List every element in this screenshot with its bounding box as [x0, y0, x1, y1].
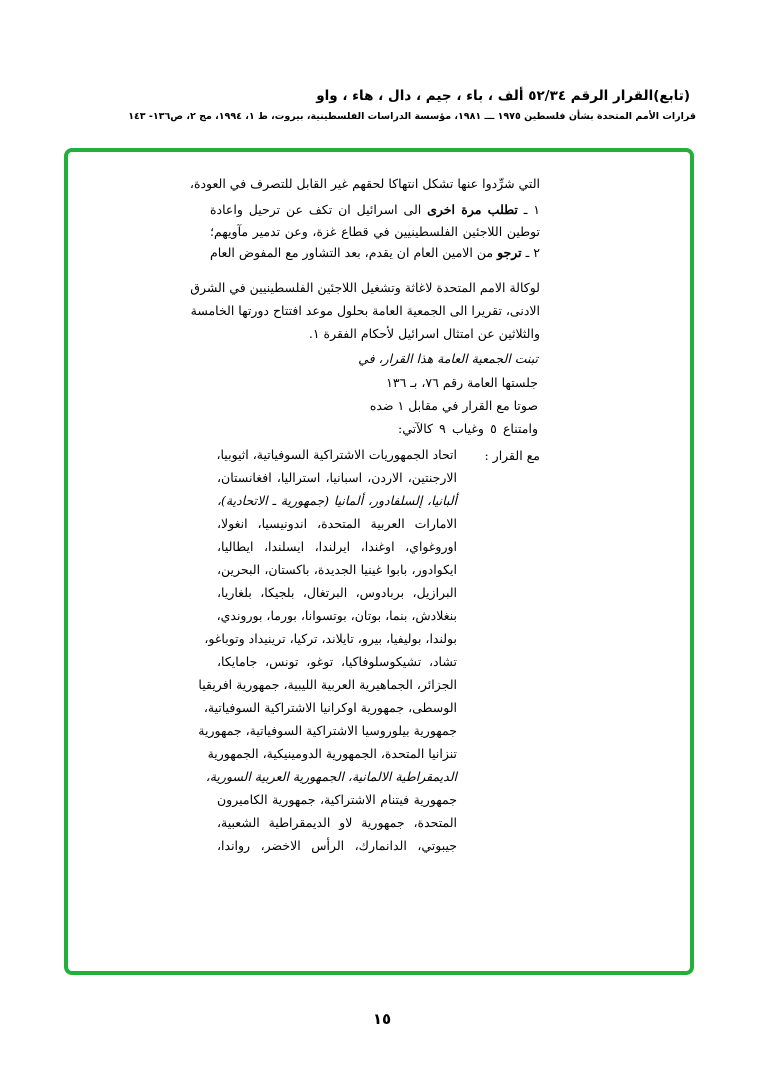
- paragraph-line: توطين اللاجئين الفلسطينيين في قطاع غزة، وعن تدمير مآويهم؛: [210, 224, 540, 239]
- country-list-line: الديمقراطية الالمانية، الجمهورية العربية السورية،: [205, 769, 457, 784]
- country-list-line: البرازيل، بربادوس، البرتغال، بلجيكا، بلغاريا،: [217, 585, 457, 600]
- item-number: ٢ ـ: [525, 245, 540, 260]
- operative-verb: تطلب مرة اخرى: [427, 202, 518, 217]
- country-list-line: اتحاد الجمهوريات الاشتراكية السوفياتية، اثيوبيا،: [216, 447, 457, 462]
- paragraph-line: لوكالة الامم المتحدة لاغاثة وتشغيل اللاجئين الفلسطينيين في الشرق: [190, 280, 540, 295]
- paragraph-line: الادنى، تقريرا الى الجمعية العامة بحلول موعد افتتاح دورتها الخامسة: [190, 303, 540, 318]
- page-number: ١٥: [372, 1010, 392, 1028]
- country-list-line: جمهورية فيتنام الاشتراكية، جمهورية الكاميرون: [217, 792, 457, 807]
- item-text: من الامين العام ان يقدم، بعد التشاور مع المفوض العام: [210, 245, 494, 260]
- country-list-line: ايكوادور، بابوا غينيا الجديدة، باكستان، البحرين،: [217, 562, 457, 577]
- operative-paragraph-1: [210, 201, 540, 219]
- country-list-line: تشاد، تشيكوسلوفاكيا، توغو، تونس، جامايكا،: [217, 654, 457, 669]
- country-list-line: بولندا، بوليفيا، بيرو، تايلاند، تركيا، ترينيداد وتوباغو،: [204, 631, 457, 646]
- operative-paragraph-2: [210, 244, 540, 262]
- page-title: (تابع)القرار الرقم ٥٢/٣٤ ألف ، باء ، جيم ، دال ، هاء ، واو: [316, 88, 690, 104]
- source-citation: قرارات الأمم المتحدة بشأن فلسطين ١٩٧٥ ـــ ١٩٨١، مؤسسة الدراسات الفلسطينية، بيروت، ط ١، ١٩٩٤، مج ٢، ص١٣٦- ١٤٣: [128, 111, 696, 122]
- paragraph-line: والثلاثين عن امتثال اسرائيل لأحكام الفقرة ١.: [308, 326, 540, 341]
- vote-line: جلستها العامة رقم ٧٦، بـ ١٣٦: [386, 375, 538, 390]
- country-list-line: اوروغواي، اوغندا، ايرلندا، ايسلندا، ايطاليا،: [217, 539, 457, 554]
- vote-line: صوتا مع القرار في مقابل ١ ضده: [369, 398, 538, 413]
- country-list-line: تنزانيا المتحدة، الجمهورية الدومينيكية، الجمهورية: [207, 746, 457, 761]
- item-number: ١ ـ: [523, 202, 540, 217]
- country-list-line: بنغلادش، بنما، بوتان، بوتسوانا، بورما، بوروندي،: [216, 608, 457, 623]
- country-list-line: الامارات العربية المتحدة، اندونيسيا، انغولا،: [217, 516, 457, 531]
- country-list-line: ألبانيا، إلسلفادور، ألمانيا (جمهورية ـ الاتحادية)،: [217, 493, 457, 508]
- country-list-line: المتحدة، جمهورية لاو الديمقراطية الشعبية،: [217, 815, 457, 830]
- vote-line: تبنت الجمعية العامة هذا القرار، في: [358, 351, 538, 366]
- paragraph-line: التي شرِّدوا عنها تشكل انتهاكا لحقهم غير القابل للتصرف في العودة،: [189, 176, 540, 191]
- vote-line: وامتناع ٥ وغياب ٩ كالآتي:: [398, 421, 538, 436]
- country-list-line: الجزائر، الجماهيرية العربية الليبية، جمهورية افريقيا: [198, 677, 457, 692]
- item-text: الى اسرائيل ان تكف عن ترحيل واعادة: [210, 202, 422, 217]
- country-list-line: جيبوتي، الدانمارك، الرأس الاخضر، رواندا،: [217, 838, 457, 853]
- country-list-line: الارجنتين، الاردن، اسبانيا، استراليا، افغانستان،: [217, 470, 457, 485]
- country-list-line: الوسطى، جمهورية اوكرانيا الاشتراكية السوفياتية،: [203, 700, 457, 715]
- country-list-line: جمهورية بيلوروسيا الاشتراكية السوفياتية، جمهورية: [198, 723, 457, 738]
- for-label: مع القرار :: [484, 448, 540, 463]
- operative-verb: ترجو: [497, 245, 522, 260]
